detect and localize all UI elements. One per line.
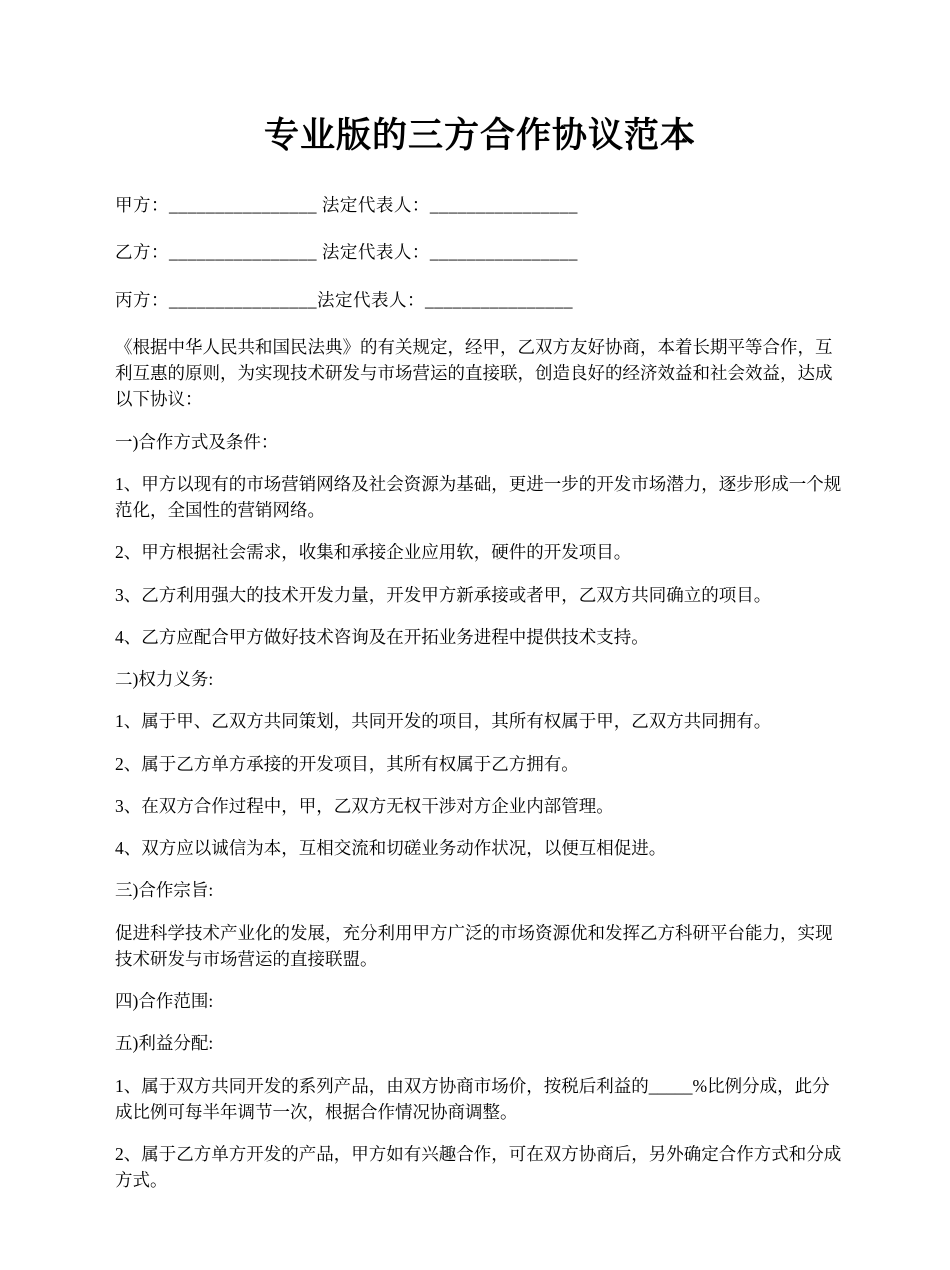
- paragraph: 1、甲方以现有的市场营销网络及社会资源为基础，更进一步的开发市场潜力，逐步形成一个规范化，全国性的营销网络。: [115, 473, 842, 520]
- paragraph: 3、在双方合作过程中，甲，乙双方无权干涉对方企业内部管理。: [115, 795, 614, 816]
- paragraph: 4、双方应以诚信为本，互相交流和切磋业务动作状况，以便互相促进。: [115, 838, 667, 858]
- party-blank-line: 丙方：________________法定代表人：________________: [115, 289, 573, 310]
- paragraph: 2、属于乙方单方开发的产品，甲方如有兴趣合作，可在双方协商后，另外确定合作方式和分成方式。: [115, 1144, 842, 1191]
- document-body: [115, 192, 845, 1194]
- paragraph: 3、乙方利用强大的技术开发力量，开发甲方新承接或者甲，乙双方共同确立的项目。: [115, 584, 772, 605]
- paragraph: 1、属于甲、乙双方共同策划，共同开发的项目，其所有权属于甲，乙双方共同拥有。: [115, 711, 772, 732]
- document-title: 专业版的三方合作协议范本: [263, 116, 696, 155]
- party-blank-line: 甲方：________________ 法定代表人：________________: [115, 195, 578, 215]
- paragraph: 五)利益分配:: [115, 1033, 214, 1054]
- paragraph: 《根据中华人民共和国民法典》的有关规定，经甲，乙双方友好协商，本着长期平等合作，互利互惠的原则，为实现技术研发与市场营运的直接联，创造良好的经济效益和社会效益，达成以下协议：: [115, 336, 833, 410]
- paragraph: 四)合作范围:: [115, 991, 214, 1011]
- paragraph: 一)合作方式及条件：: [115, 431, 279, 452]
- paragraph: 4、乙方应配合甲方做好技术咨询及在开拓业务进程中提供技术支持。: [115, 626, 649, 647]
- paragraph: 三)合作宗旨:: [115, 880, 214, 901]
- paragraph: 2、属于乙方单方承接的开发项目，其所有权属于乙方拥有。: [115, 753, 579, 774]
- party-blank-line: 乙方：________________ 法定代表人：________________: [115, 242, 578, 263]
- paragraph: 1、属于双方共同开发的系列产品，由双方协商市场价，按税后利益的_____%比例分成，此分成比例可每半年调节一次，根据合作情况协商调整。: [115, 1075, 830, 1122]
- paragraph: 2、甲方根据社会需求，收集和承接企业应用软，硬件的开发项目。: [115, 542, 632, 563]
- paragraph: 促进科学技术产业化的发展，充分利用甲方广泛的市场资源优和发挥乙方科研平台能力，实现技术研发与市场营运的直接联盟。: [115, 922, 833, 969]
- paragraph: 二)权力义务:: [115, 669, 214, 689]
